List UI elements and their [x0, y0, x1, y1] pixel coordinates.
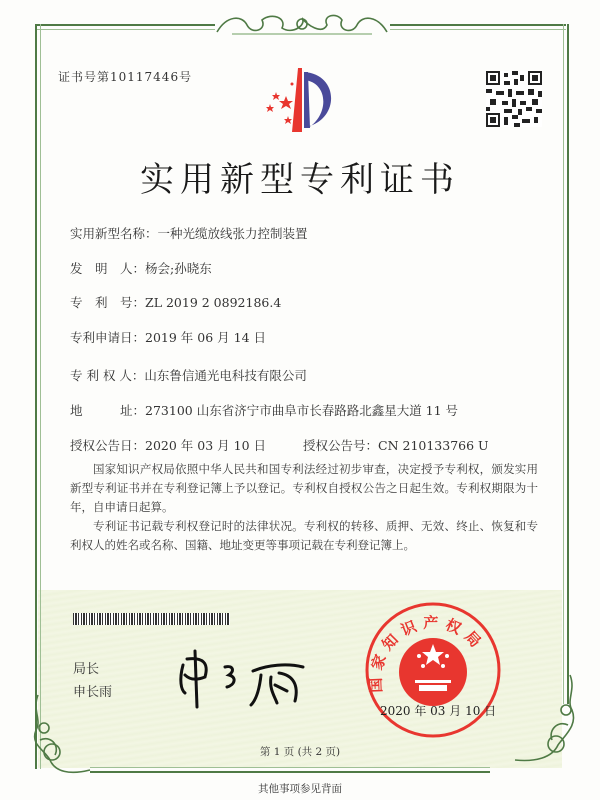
frame-border-right — [563, 24, 569, 704]
field-label: 授权公告日： — [70, 438, 146, 453]
field-label: 专利申请日： — [70, 330, 146, 345]
frame-border-top-left — [35, 24, 215, 30]
field-grant-number — [303, 436, 489, 454]
cnipa-logo-icon — [258, 66, 338, 136]
field-value: 2019 年 06 月 14 日 — [145, 330, 267, 345]
official-seal-icon — [363, 600, 503, 740]
field-patent-number — [70, 293, 281, 311]
ornament-top-icon — [212, 10, 392, 40]
field-value: 杨会;孙晓东 — [145, 261, 212, 276]
field-patentee — [70, 366, 307, 384]
ornament-bottom-left-icon — [30, 690, 100, 780]
signature-icon — [175, 645, 315, 715]
field-label: 专 利 权 人： — [70, 368, 145, 383]
field-label: 发 明 人： — [70, 261, 146, 276]
certificate-number: 证书号第10117446号 — [58, 70, 193, 84]
certificate-title: 实用新型专利证书 — [140, 160, 460, 200]
field-inventors — [70, 259, 212, 277]
field-address — [70, 401, 458, 419]
page-indicator: 第 1 页 (共 2 页) — [259, 746, 341, 758]
field-grant-date — [70, 436, 266, 454]
field-application-date — [70, 328, 266, 346]
seal-text: 国家知识产权局 — [366, 613, 489, 693]
field-value: 2020 年 03 月 10 日 — [145, 438, 267, 453]
statement-paragraph: 国家知识产权局依照中华人民共和国专利法经过初步审查，决定授予专利权，颁发实用新型专利证书并在专利登记簿上予以登记。专利权自授权公告之日起生效。专利权期限为十年，自申请日起算。 — [70, 462, 538, 514]
field-label: 实用新型名称： — [70, 226, 158, 241]
footer-note: 其他事项参见背面 — [258, 783, 342, 795]
certificate-statement — [70, 460, 538, 555]
seal-date: 2020 年 03 月 10 日 — [380, 704, 497, 718]
frame-border-left — [35, 24, 41, 769]
director-title: 局长 — [73, 662, 100, 677]
barcode-icon — [73, 613, 230, 625]
frame-border-top-right — [390, 24, 566, 30]
field-value: ZL 2019 2 0892186.4 — [145, 295, 282, 310]
field-value: 273100 山东省济宁市曲阜市长春路路北鑫星大道 11 号 — [145, 403, 459, 418]
statement-paragraph: 专利证书记载专利权登记时的法律状况。专利权的转移、质押、无效、终止、恢复和专利权人的姓名或名称、国籍、地址变更等事项记载在专利登记簿上。 — [70, 519, 538, 552]
field-label: 专 利 号： — [70, 295, 146, 310]
frame-border-bottom — [90, 767, 490, 773]
field-value: CN 210133766 U — [378, 438, 489, 453]
field-utility-model-name — [70, 224, 308, 242]
field-value: 山东鲁信通光电科技有限公司 — [144, 368, 307, 383]
director-name: 申长雨 — [73, 685, 113, 700]
field-value: 一种光缆放线张力控制装置 — [157, 226, 308, 241]
field-label: 授权公告号： — [303, 438, 379, 453]
qr-code-icon — [486, 71, 542, 127]
field-label: 地 址： — [70, 403, 146, 418]
